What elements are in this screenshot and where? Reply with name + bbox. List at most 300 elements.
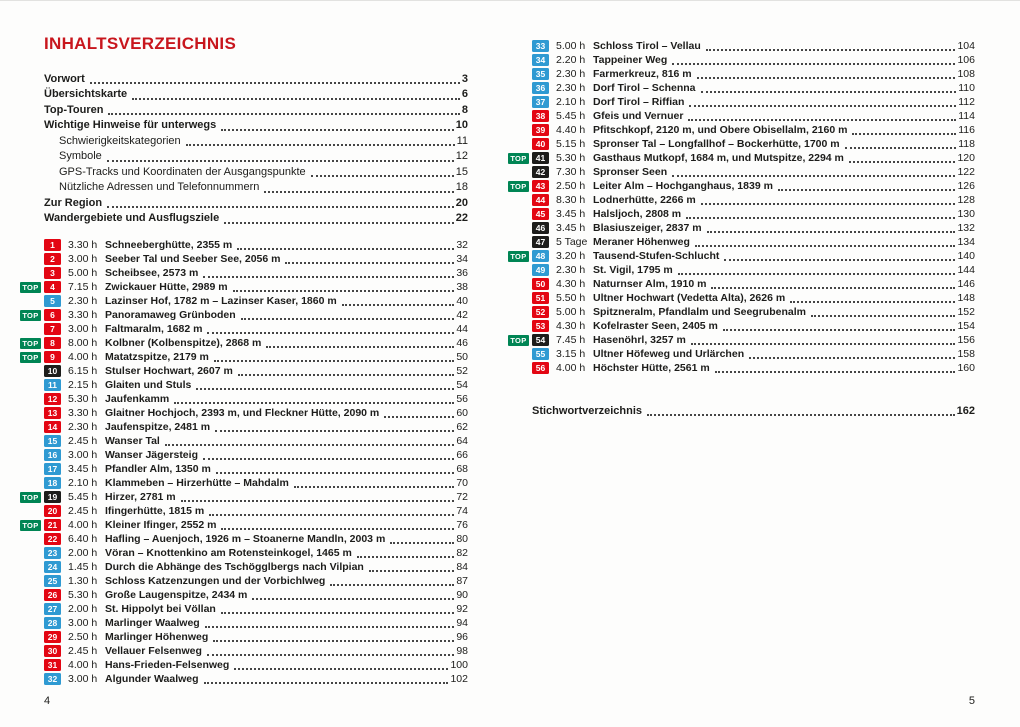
tour-duration: 2.10 h [68,477,98,489]
toc-tour-entry [18,350,468,364]
toc-tour-entry [18,392,468,406]
dot-leader [224,222,454,224]
tour-title: Scheibsee, 2573 m [105,267,199,279]
dot-leader [181,500,455,502]
tour-duration: 3.00 h [68,323,98,335]
tour-page-number: 72 [456,491,468,503]
entry-page-number: 8 [461,103,468,116]
toc-tour-entry [18,588,468,602]
toc-tour-entry [18,238,468,252]
tour-title: Marlinger Waalweg [105,617,200,629]
dot-leader [697,77,956,79]
tour-title: Höchster Hütte, 2561 m [593,362,710,374]
dot-leader [672,175,955,177]
entry-page-number: 18 [455,181,468,194]
entry-label: Symbole [59,150,102,163]
toc-index-entry [532,403,975,419]
tour-duration: 6.40 h [68,533,98,545]
toc-tour-entry [506,333,975,347]
tour-page-number: 50 [456,351,468,363]
tour-page-number: 66 [456,449,468,461]
top-badge: TOP [20,520,41,531]
top-tag-slot [18,282,44,293]
entry-page-number: 11 [456,134,468,147]
tour-page-number: 156 [957,334,975,346]
tour-title: Wanser Jägersteig [105,449,198,461]
toc-tour-entry [18,420,468,434]
tour-duration: 4.00 h [556,362,586,374]
dot-leader [715,371,956,373]
tour-title: Hans-Frieden-Felsenweg [105,659,230,671]
dot-leader [107,160,454,162]
dot-leader [252,598,454,600]
tour-number-badge: 11 [44,379,61,391]
dot-leader [311,175,454,177]
tour-title: Lazinser Hof, 1782 m – Lazinser Kaser, 1860 m [105,295,337,307]
tour-duration: 2.20 h [556,54,586,66]
tour-duration: 3.00 h [68,253,98,265]
dot-leader [221,129,453,131]
tour-duration: 3.45 h [556,222,586,234]
tour-page-number: 76 [456,519,468,531]
tour-title: Schloss Katzenzungen und der Vorbichlweg [105,575,326,587]
dot-leader [330,584,454,586]
dot-leader [384,416,454,418]
toc-tour-entry [506,165,975,179]
tour-title: Große Laugenspitze, 2434 m [105,589,248,601]
tour-number-badge: 8 [44,337,61,349]
tour-page-number: 148 [957,292,975,304]
tour-number-badge: 20 [44,505,61,517]
tour-page-number: 87 [456,575,468,587]
top-badge: TOP [20,338,41,349]
tour-title: Schloss Tirol – Vellau [593,40,701,52]
dot-leader [711,287,955,289]
toc-tour-entry [506,193,975,207]
tour-title: Tappeiner Weg [593,54,668,66]
tour-title: St. Hippolyt bei Völlan [105,603,216,615]
toc-tour-entry [506,67,975,81]
tour-page-number: 40 [456,295,468,307]
tour-duration: 4.30 h [556,320,586,332]
top-badge: TOP [508,335,529,346]
tour-duration: 2.45 h [68,645,98,657]
tour-number-badge: 43 [532,180,549,192]
entry-page-number: 15 [455,165,468,178]
toc-front-entry [44,180,468,196]
toc-tour-entry [506,53,975,67]
tour-duration: 7.15 h [68,281,98,293]
tour-page-number: 106 [957,54,975,66]
tour-number-badge: 32 [44,673,61,685]
tour-duration: 7.30 h [556,166,586,178]
tour-page-number: 140 [957,250,975,262]
tour-number-badge: 6 [44,309,61,321]
tour-duration: 5.45 h [68,491,98,503]
tour-duration: 3.20 h [556,250,586,262]
tour-number-badge: 14 [44,421,61,433]
tour-page-number: 54 [456,379,468,391]
top-tag-slot [506,181,532,192]
top-badge: TOP [20,492,41,503]
tour-title: Pfandler Alm, 1350 m [105,463,211,475]
tour-page-number: 146 [957,278,975,290]
tour-duration: 8.00 h [68,337,98,349]
tour-title: Spronser Tal – Longfallhof – Bockerhütte, 1700 m [593,138,840,150]
entry-label: Vorwort [44,72,85,85]
tour-title: Faltmaralm, 1682 m [105,323,203,335]
tour-title: Hafling – Auenjoch, 1926 m – Stoanerne Mandln, 2003 m [105,533,386,545]
dot-leader [672,63,955,65]
tour-title: Ultner Höfeweg und Urlärchen [593,348,745,360]
tour-duration: 1.45 h [68,561,98,573]
dot-leader [165,444,454,446]
tour-number-badge: 23 [44,547,61,559]
tour-title: Gfeis und Vernuer [593,110,684,122]
dot-leader [237,248,454,250]
tour-page-number: 52 [456,365,468,377]
toc-tour-entry [18,462,468,476]
top-badge: TOP [508,153,529,164]
tour-page-number: 38 [456,281,468,293]
entry-page-number: 22 [455,212,468,225]
tour-number-badge: 34 [532,54,549,66]
dot-leader [216,472,454,474]
toc-tour-entry [18,336,468,350]
tour-page-number: 100 [450,659,468,671]
tour-number-badge: 36 [532,82,549,94]
dot-leader [108,113,459,115]
tour-title: Klammeben – Hirzerhütte – Mahdalm [105,477,289,489]
tour-page-number: 84 [456,561,468,573]
tour-number-badge: 27 [44,603,61,615]
tour-page-number: 32 [456,239,468,251]
tour-page-number: 110 [958,82,975,94]
dot-leader [241,318,455,320]
tour-page-number: 62 [456,421,468,433]
tour-duration: 2.30 h [556,82,586,94]
tour-page-number: 130 [957,208,975,220]
tour-page-number: 154 [957,320,975,332]
tour-number-badge: 50 [532,278,549,290]
toc-tour-entry [18,518,468,532]
top-badge: TOP [20,310,41,321]
tour-number-badge: 33 [532,40,549,52]
tour-number-badge: 55 [532,348,549,360]
tour-duration: 4.40 h [556,124,586,136]
tour-duration: 3.00 h [68,673,98,685]
top-tag-slot [18,520,44,531]
tour-title: Marlinger Höhenweg [105,631,209,643]
tour-duration: 5.15 h [556,138,586,150]
tour-duration: 4.00 h [68,351,98,363]
toc-front-entry [44,118,468,134]
tour-number-badge: 39 [532,124,549,136]
tour-duration: 2.30 h [68,421,98,433]
tour-title: Tausend-Stufen-Schlucht [593,250,720,262]
dot-leader [845,147,957,149]
dot-leader [647,414,955,416]
tour-duration: 4.30 h [556,278,586,290]
tour-number-badge: 46 [532,222,549,234]
toc-tour-entry [18,294,468,308]
dot-leader [207,654,454,656]
tour-number-badge: 4 [44,281,61,293]
tour-duration: 7.45 h [556,334,586,346]
tour-page-number: 60 [456,407,468,419]
entry-label: Zur Region [44,196,103,209]
dot-leader [213,640,454,642]
tour-title: Kolbner (Kolbenspitze), 2868 m [105,337,262,349]
tour-number-badge: 3 [44,267,61,279]
tour-number-badge: 42 [532,166,549,178]
top-tag-slot [506,153,532,164]
tour-title: Farmerkreuz, 816 m [593,68,692,80]
tour-page-number: 94 [456,617,468,629]
tour-page-number: 70 [456,477,468,489]
dot-leader [778,189,956,191]
tour-title: Kleiner Ifinger, 2552 m [105,519,217,531]
tour-duration: 2.15 h [68,379,98,391]
tour-page-number: 36 [456,267,468,279]
tour-page-number: 152 [957,306,975,318]
tour-page-number: 98 [456,645,468,657]
tour-title: Hirzer, 2781 m [105,491,176,503]
toc-tour-entry [506,137,975,151]
top-badge: TOP [508,181,529,192]
tour-page-number: 80 [456,533,468,545]
tour-number-badge: 56 [532,362,549,374]
top-tag-slot [506,335,532,346]
toc-front-entry [44,211,468,227]
tour-number-badge: 7 [44,323,61,335]
tour-number-badge: 22 [44,533,61,545]
tour-duration: 2.50 h [556,180,586,192]
tour-number-badge: 38 [532,110,549,122]
dot-leader [724,259,955,261]
tour-duration: 3.45 h [68,463,98,475]
tour-number-badge: 41 [532,152,549,164]
toc-tour-entry [506,123,975,137]
tour-duration: 3.30 h [68,309,98,321]
tour-page-number: 92 [456,603,468,615]
tour-title: Panoramaweg Grünboden [105,309,236,321]
toc-tour-entry [18,602,468,616]
tour-title: Kofelraster Seen, 2405 m [593,320,718,332]
dot-leader [811,315,956,317]
tour-page-number: 102 [450,673,468,685]
dot-leader [688,119,956,121]
toc-tour-entry [18,546,468,560]
tour-page-number: 116 [958,124,975,136]
tour-title: Jaufenkamm [105,393,170,405]
toc-tour-entry [18,378,468,392]
dot-leader [234,668,448,670]
tour-number-badge: 24 [44,561,61,573]
page-number-right: 5 [968,695,975,707]
toc-front-entry [44,102,468,118]
tour-title: Spitzneralm, Pfandlalm und Seegrubenalm [593,306,806,318]
entry-label: Wandergebiete und Ausflugsziele [44,212,220,225]
tour-number-badge: 49 [532,264,549,276]
toc-tour-entry [18,490,468,504]
tour-page-number: 132 [957,222,975,234]
toc-front-entry [44,164,468,180]
toc-tour-entry [18,280,468,294]
dot-leader [390,542,454,544]
toc-tour-entry [18,448,468,462]
tour-duration: 5.45 h [556,110,586,122]
tour-title: Algunder Waalweg [105,673,199,685]
dot-leader [701,203,956,205]
entry-label: Wichtige Hinweise für unterwegs [44,119,217,132]
tour-number-badge: 12 [44,393,61,405]
dot-leader [209,514,454,516]
tour-duration: 2.30 h [68,295,98,307]
tour-list-right [506,39,975,375]
entry-page-number: 6 [461,88,468,101]
top-tag-slot [18,492,44,503]
tour-number-badge: 1 [44,239,61,251]
tour-page-number: 120 [957,152,975,164]
tour-duration: 3.15 h [556,348,586,360]
dot-leader [203,458,454,460]
top-badge: TOP [20,282,41,293]
toc-tour-entry [18,434,468,448]
toc-tour-entry [18,308,468,322]
dot-leader [238,374,455,376]
tour-duration: 2.10 h [556,96,586,108]
tour-number-badge: 21 [44,519,61,531]
entry-page-number: 10 [455,119,468,132]
tour-number-badge: 35 [532,68,549,80]
toc-tour-entry [18,560,468,574]
tour-number-badge: 18 [44,477,61,489]
toc-front-entry [44,195,468,211]
tour-title: Matatzspitze, 2179 m [105,351,209,363]
toc-tour-entry [506,291,975,305]
tour-number-badge: 13 [44,407,61,419]
dot-leader [205,626,455,628]
tour-duration: 2.30 h [556,264,586,276]
dot-leader [707,231,956,233]
tour-number-badge: 52 [532,306,549,318]
top-tag-slot [506,251,532,262]
toc-tour-entry [18,266,468,280]
toc-tour-entry [506,109,975,123]
tour-title: Stulser Hochwart, 2607 m [105,365,233,377]
tour-page-number: 158 [957,348,975,360]
tour-page-number: 42 [456,309,468,321]
tour-duration: 5.00 h [556,40,586,52]
dot-leader [196,388,454,390]
tour-title: Jaufenspitze, 2481 m [105,421,211,433]
dot-leader [132,98,460,100]
tour-number-badge: 30 [44,645,61,657]
dot-leader [678,273,956,275]
toc-tour-entry [18,644,468,658]
tour-number-badge: 44 [532,194,549,206]
dot-leader [723,329,956,331]
toc-tour-entry [18,630,468,644]
tour-number-badge: 19 [44,491,61,503]
entry-page-number: 20 [455,196,468,209]
page-right [510,1,1020,727]
tour-duration: 2.30 h [556,68,586,80]
tour-duration: 5 Tage [556,236,588,248]
tour-title: Lodnerhütte, 2266 m [593,194,696,206]
tour-number-badge: 54 [532,334,549,346]
tour-page-number: 112 [958,96,975,108]
tour-title: Glaiten und Stuls [105,379,192,391]
tour-duration: 5.00 h [556,306,586,318]
tour-duration: 3.30 h [68,407,98,419]
dot-leader [204,682,449,684]
toc-tour-entry [18,504,468,518]
toc-tour-entry [506,207,975,221]
top-tag-slot [18,338,44,349]
dot-leader [294,486,455,488]
tour-page-number: 90 [456,589,468,601]
toc-tour-entry [506,319,975,333]
toc-tour-entry [506,81,975,95]
tour-page-number: 46 [456,337,468,349]
page-number-left: 4 [44,695,51,707]
tour-duration: 5.30 h [556,152,586,164]
tour-number-badge: 31 [44,659,61,671]
toc-tour-entry [18,476,468,490]
tour-page-number: 34 [456,253,468,265]
tour-number-badge: 5 [44,295,61,307]
toc-tour-entry [506,277,975,291]
toc-tour-entry [18,672,468,686]
dot-leader [749,357,955,359]
tour-title: Blasiuszeiger, 2837 m [593,222,702,234]
dot-leader [689,105,956,107]
toc-tour-entry [506,39,975,53]
toc-tour-entry [18,322,468,336]
tour-title: Ultner Hochwart (Vedetta Alta), 2626 m [593,292,786,304]
tour-number-badge: 17 [44,463,61,475]
dot-leader [357,556,455,558]
tour-number-badge: 25 [44,575,61,587]
page-left [0,1,510,727]
tour-duration: 2.45 h [68,435,98,447]
tour-title: Leiter Alm – Hochganghaus, 1839 m [593,180,773,192]
page-title: INHALTSVERZEICHNIS [44,34,237,53]
tour-title: Ifingerhütte, 1815 m [105,505,205,517]
top-tag-slot [18,352,44,363]
dot-leader [264,191,453,193]
dot-leader [207,332,454,334]
tour-number-badge: 9 [44,351,61,363]
toc-tour-entry [18,574,468,588]
tour-number-badge: 16 [44,449,61,461]
dot-leader [686,217,955,219]
tour-duration: 4.00 h [68,519,98,531]
entry-label: GPS-Tracks und Koordinaten der Ausgangspunkte [59,165,306,178]
toc-tour-entry [506,151,975,165]
entry-label: Nützliche Adressen und Telefonnummern [59,181,260,194]
toc-tour-entry [18,658,468,672]
top-badge: TOP [20,352,41,363]
tour-page-number: 134 [957,236,975,248]
entry-page-number: 162 [956,404,975,417]
tour-duration: 1.30 h [68,575,98,587]
tour-duration: 2.00 h [68,547,98,559]
tour-page-number: 64 [456,435,468,447]
dot-leader [203,276,454,278]
